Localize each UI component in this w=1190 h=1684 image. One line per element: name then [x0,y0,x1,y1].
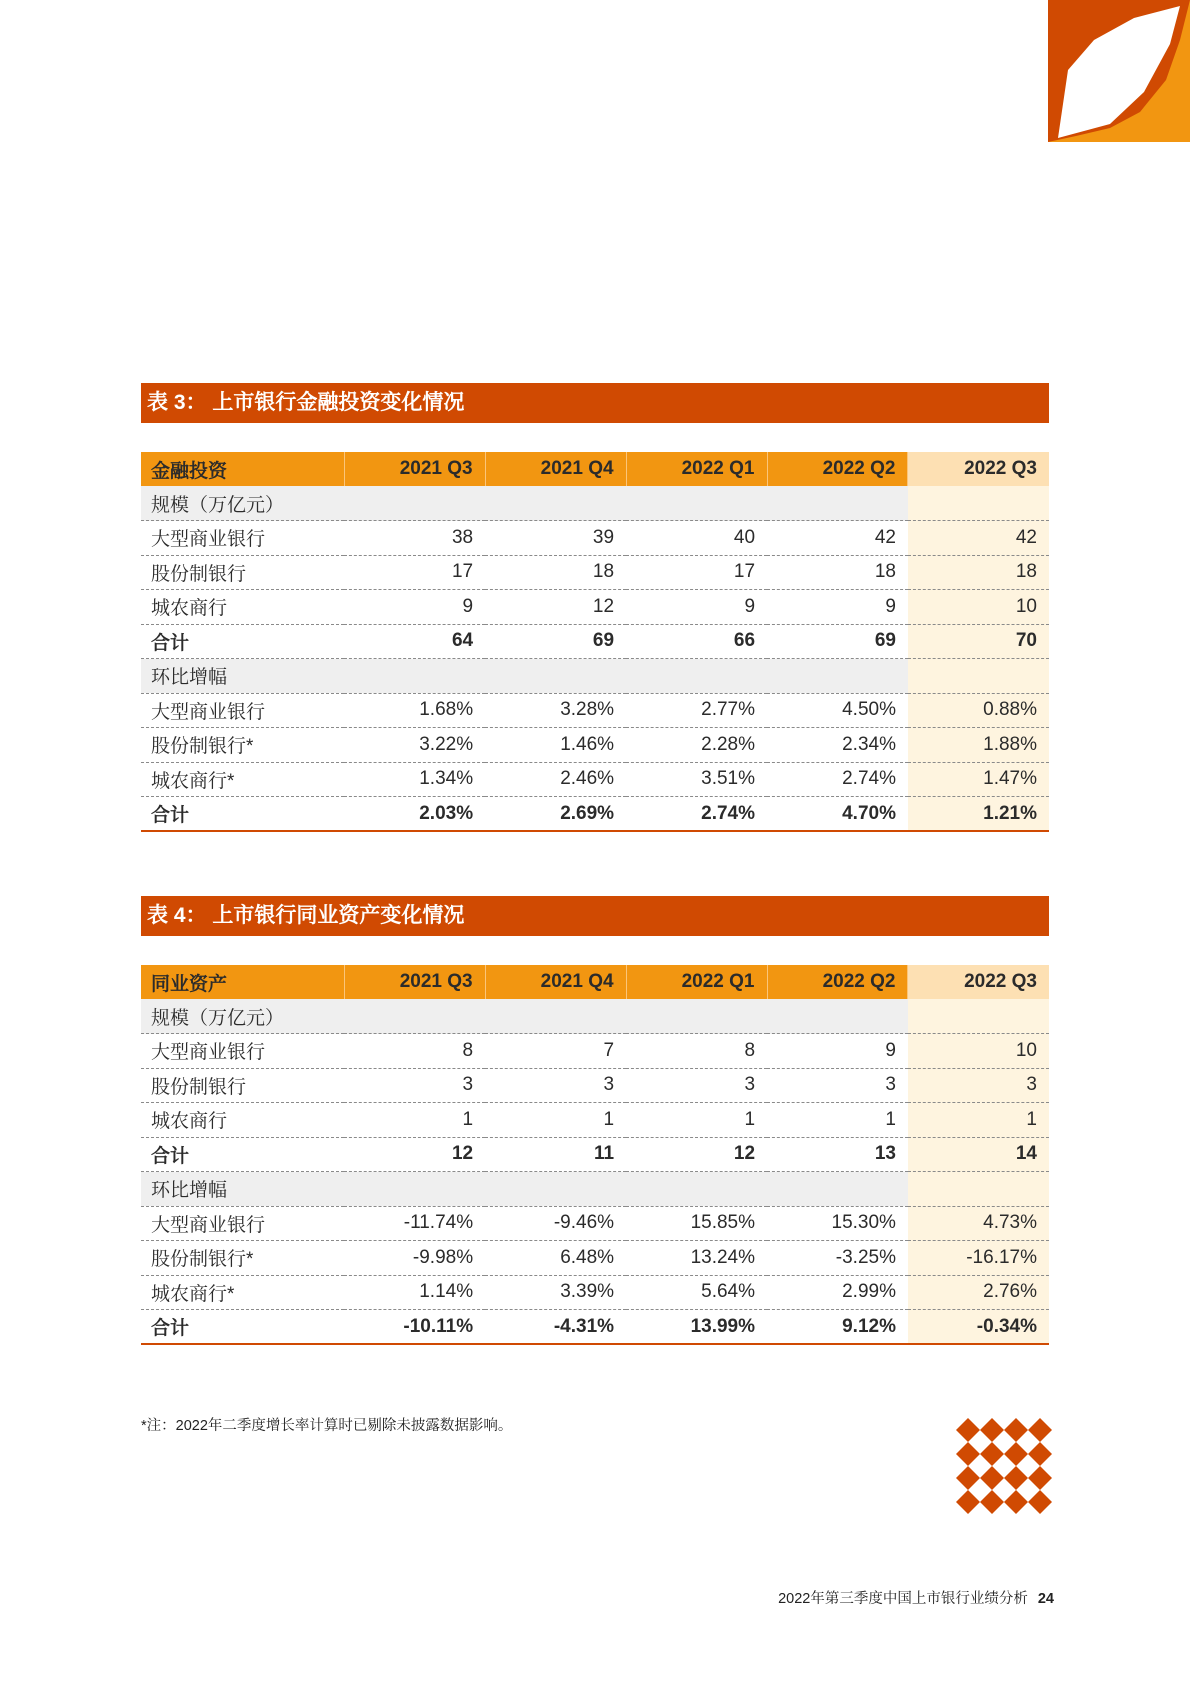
table3-title: 表 3： 上市银行金融投资变化情况 [141,383,1049,423]
cell-value: 13 [767,1137,908,1172]
column-header: 2021 Q4 [485,452,626,486]
cell-value: 2.74% [626,797,767,832]
cell-value: 2.99% [767,1275,908,1310]
cell-value: 64 [344,624,485,659]
cell-value: 10 [908,1034,1049,1069]
page-number: 24 [1037,1591,1054,1607]
cell-value: 1 [908,1103,1049,1138]
cell-value: 2.28% [626,728,767,763]
cell-value: -0.34% [908,1310,1049,1345]
cell-value: 9 [344,590,485,625]
column-header: 2021 Q4 [485,965,626,999]
row-label: 大型商业银行 [141,1206,344,1241]
column-header: 2021 Q3 [344,965,485,999]
cell-value: 42 [767,521,908,556]
row-label: 城农商行* [141,762,344,797]
table-header-row [141,965,1049,999]
cell-value: -16.17% [908,1241,1049,1276]
table-header-row [141,452,1049,486]
cell-value: 3 [344,1068,485,1103]
cell-value: -9.98% [344,1241,485,1276]
cell-value: 12 [485,590,626,625]
table-row [141,1206,1049,1241]
row-label: 大型商业银行 [141,1034,344,1069]
cell-value: 18 [908,555,1049,590]
cell-value: 7 [485,1034,626,1069]
cell-value: 3 [908,1068,1049,1103]
total-row [141,1137,1049,1172]
column-header: 2022 Q2 [767,965,908,999]
cell-value: 12 [344,1137,485,1172]
footer-title: 2022年第三季度中国上市银行业绩分析 [778,1591,1028,1607]
cell-value: -4.31% [485,1310,626,1345]
column-header: 2022 Q1 [626,965,767,999]
table3 [141,452,1049,832]
cell-value: 70 [908,624,1049,659]
column-header: 2022 Q3 [908,452,1049,486]
cell-value: 1 [626,1103,767,1138]
table-row [141,693,1049,728]
cell-value: 3 [485,1068,626,1103]
group-label: 环比增幅 [141,1172,344,1207]
table-row [141,1241,1049,1276]
table-row [141,590,1049,625]
cell-value: 3.51% [626,762,767,797]
cell-value: 69 [485,624,626,659]
diamond-pattern-icon [956,1418,1052,1514]
cell-value: 12 [626,1137,767,1172]
total-row [141,624,1049,659]
row-label: 大型商业银行 [141,521,344,556]
cell-value: 4.50% [767,693,908,728]
cell-value: 1 [344,1103,485,1138]
cell-value: 18 [485,555,626,590]
cell-value: 17 [626,555,767,590]
cell-value: 17 [344,555,485,590]
row-label: 大型商业银行 [141,693,344,728]
cell-value: 1.88% [908,728,1049,763]
cell-value: 18 [767,555,908,590]
table-row [141,521,1049,556]
cell-value: 2.03% [344,797,485,832]
table-row [141,1068,1049,1103]
page-footer [778,1587,1054,1608]
cell-value: 39 [485,521,626,556]
group-row [141,659,1049,694]
cell-value: -9.46% [485,1206,626,1241]
group-row [141,486,1049,521]
cell-value: 3.22% [344,728,485,763]
cell-value: 13.99% [626,1310,767,1345]
row-label: 股份制银行* [141,1241,344,1276]
cell-value: 2.46% [485,762,626,797]
total-row [141,1310,1049,1345]
cell-value: 1.21% [908,797,1049,832]
column-header: 2022 Q3 [908,965,1049,999]
cell-value: 1.46% [485,728,626,763]
table-row [141,1103,1049,1138]
table4-title: 表 4： 上市银行同业资产变化情况 [141,896,1049,936]
total-row [141,797,1049,832]
cell-value: 10 [908,590,1049,625]
group-row [141,1172,1049,1207]
table-row [141,1034,1049,1069]
cell-value: 3 [767,1068,908,1103]
cell-value: 66 [626,624,767,659]
column-header: 同业资产 [141,965,344,999]
group-label: 规模（万亿元） [141,486,344,521]
cell-value: 3.28% [485,693,626,728]
cell-value: 42 [908,521,1049,556]
cell-value: 14 [908,1137,1049,1172]
cell-value: 11 [485,1137,626,1172]
row-label: 合计 [141,1310,344,1345]
cell-value: -3.25% [767,1241,908,1276]
cell-value: 2.34% [767,728,908,763]
cell-value: -10.11% [344,1310,485,1345]
row-label: 股份制银行* [141,728,344,763]
cell-value: 38 [344,521,485,556]
row-label: 城农商行 [141,1103,344,1138]
column-header: 2021 Q3 [344,452,485,486]
cell-value: 40 [626,521,767,556]
table-row [141,555,1049,590]
cell-value: 4.70% [767,797,908,832]
cell-value: 4.73% [908,1206,1049,1241]
row-label: 股份制银行 [141,555,344,590]
cell-value: 3 [626,1068,767,1103]
cell-value: 15.30% [767,1206,908,1241]
table4 [141,965,1049,1345]
cell-value: 0.88% [908,693,1049,728]
cell-value: 9 [767,1034,908,1069]
row-label: 合计 [141,797,344,832]
footnote: *注：2022年二季度增长率计算时已剔除未披露数据影响。 [141,1418,513,1434]
table-row [141,762,1049,797]
row-label: 城农商行* [141,1275,344,1310]
cell-value: 1.34% [344,762,485,797]
table-row [141,1275,1049,1310]
cell-value: 69 [767,624,908,659]
cell-value: 2.76% [908,1275,1049,1310]
cell-value: -11.74% [344,1206,485,1241]
cell-value: 6.48% [485,1241,626,1276]
row-label: 合计 [141,1137,344,1172]
cell-value: 8 [344,1034,485,1069]
group-label: 环比增幅 [141,659,344,694]
cell-value: 1 [485,1103,626,1138]
cell-value: 1.68% [344,693,485,728]
cell-value: 1.47% [908,762,1049,797]
row-label: 合计 [141,624,344,659]
column-header: 金融投资 [141,452,344,486]
cell-value: 9 [626,590,767,625]
group-label: 规模（万亿元） [141,999,344,1034]
cell-value: 5.64% [626,1275,767,1310]
cell-value: 9 [767,590,908,625]
table-row [141,728,1049,763]
column-header: 2022 Q2 [767,452,908,486]
cell-value: 2.69% [485,797,626,832]
group-row [141,999,1049,1034]
cell-value: 9.12% [767,1310,908,1345]
column-header: 2022 Q1 [626,452,767,486]
cell-value: 8 [626,1034,767,1069]
cell-value: 2.74% [767,762,908,797]
cell-value: 1 [767,1103,908,1138]
cell-value: 13.24% [626,1241,767,1276]
row-label: 股份制银行 [141,1068,344,1103]
corner-logo-icon [1048,0,1190,142]
cell-value: 3.39% [485,1275,626,1310]
row-label: 城农商行 [141,590,344,625]
cell-value: 15.85% [626,1206,767,1241]
cell-value: 2.77% [626,693,767,728]
cell-value: 1.14% [344,1275,485,1310]
